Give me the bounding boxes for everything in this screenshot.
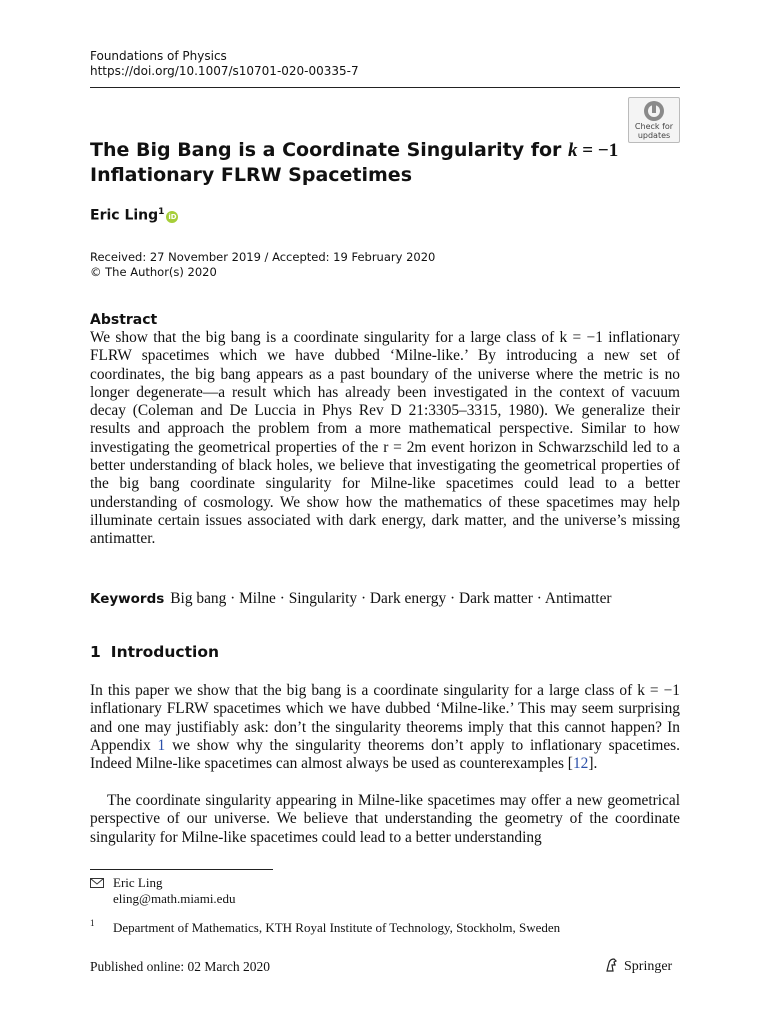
intro-p1-b: we show why the singularity theorems don’t apply to inflationary spacetimes. Indeed Milne-like spacetimes can almost always be used as counterexamples [ bbox=[90, 736, 681, 773]
received-accepted: Received: 27 November 2019 / Accepted: 19 February 2020 bbox=[90, 250, 436, 264]
title-var-k: k bbox=[568, 140, 578, 161]
header-rule bbox=[90, 87, 680, 88]
journal-name: Foundations of Physics bbox=[90, 49, 227, 63]
footnote-affil-number: 1 bbox=[90, 918, 95, 928]
title-part2: = −1 bbox=[577, 140, 619, 161]
journal-header bbox=[90, 49, 359, 79]
check-for-updates-badge[interactable] bbox=[628, 97, 680, 143]
paper-title bbox=[90, 138, 630, 187]
keywords bbox=[90, 590, 690, 608]
check-updates-icon bbox=[643, 100, 665, 122]
envelope-icon bbox=[90, 878, 104, 888]
citation-link[interactable]: 12 bbox=[572, 755, 589, 773]
intro-paragraph-1 bbox=[90, 682, 680, 773]
section-title: Introduction bbox=[110, 643, 220, 661]
intro-paragraph-2: The coordinate singularity appearing in Milne-like spacetimes may offer a new geometrical perspective of our universe. We believe that understanding the geometry of the coordinate singularity for Milne-like spacetimes could lead to a better understanding bbox=[90, 792, 680, 846]
badge-line2: updates bbox=[637, 131, 671, 140]
appendix-link[interactable]: 1 bbox=[157, 736, 166, 754]
intro-p1-c: ]. bbox=[588, 755, 598, 773]
footnote-rule bbox=[90, 869, 273, 870]
publisher-logo bbox=[604, 957, 672, 975]
keywords-value: Big bang · Milne · Singularity · Dark energy · Dark matter · Antimatter bbox=[170, 590, 612, 607]
intro-p1-a: In this paper we show that the big bang is a coordinate singularity for a large class of k = −1 inflationary FLRW spacetimes which we have dubbed ‘Milne-like.’ This may seem surprising and one may justifiably ask: don’t the singularity theorems imply that this cannot happen? In Appendix bbox=[90, 682, 680, 754]
title-line2: Inflationary FLRW Spacetimes bbox=[90, 164, 412, 186]
doi-link[interactable]: https://doi.org/10.1007/s10701-020-00335-7 bbox=[90, 64, 359, 78]
orcid-icon[interactable]: iD bbox=[168, 212, 177, 221]
author-affil-mark: 1 bbox=[158, 207, 165, 217]
section-number: 1 bbox=[90, 643, 101, 661]
footnote-email[interactable]: eling@math.miami.edu bbox=[113, 891, 236, 906]
author-name[interactable]: Eric Ling bbox=[90, 207, 159, 224]
badge-line1: Check for bbox=[634, 122, 674, 131]
published-date: Published online: 02 March 2020 bbox=[90, 959, 270, 974]
author bbox=[90, 207, 178, 224]
article-dates bbox=[90, 250, 435, 280]
keywords-label: Keywords bbox=[90, 591, 165, 607]
publisher-name: Springer bbox=[624, 959, 673, 974]
footnote-author-name: Eric Ling bbox=[113, 875, 163, 890]
copyright: © The Author(s) 2020 bbox=[90, 265, 217, 279]
section-heading bbox=[90, 643, 219, 661]
abstract-text: We show that the big bang is a coordinate singularity for a large class of k = −1 inflationary FLRW spacetimes which we have dubbed ‘Milne-like.’ By introducing a new set of coordinates, the big bang appears as a past boundary of the universe where the metric is no longer degenerate—a result which has already been investigated in the context of vacuum decay (Coleman and De Luccia in Phys Rev D 21:3305–3315, 1980). We generalize their results and approach the problem from a more mathematical perspective. Similar to how investigating the geometrical properties of the r = 2m event horizon in Schwarzschild led to a better understanding of black holes, we believe that investigating the geometrical properties of the big bang coordinate singularity for Milne-like spacetimes could lead to a better understanding of cosmology. We show how the mathematics of these spacetimes may help illuminate certain issues associated with dark energy, dark matter, and the universe’s missing antimatter. bbox=[90, 329, 680, 548]
footnote-affiliation: Department of Mathematics, KTH Royal Institute of Technology, Stockholm, Sweden bbox=[113, 920, 561, 935]
springer-horse-icon bbox=[604, 957, 620, 973]
abstract-heading: Abstract bbox=[90, 312, 158, 328]
title-part1: The Big Bang is a Coordinate Singularity for bbox=[90, 139, 569, 161]
